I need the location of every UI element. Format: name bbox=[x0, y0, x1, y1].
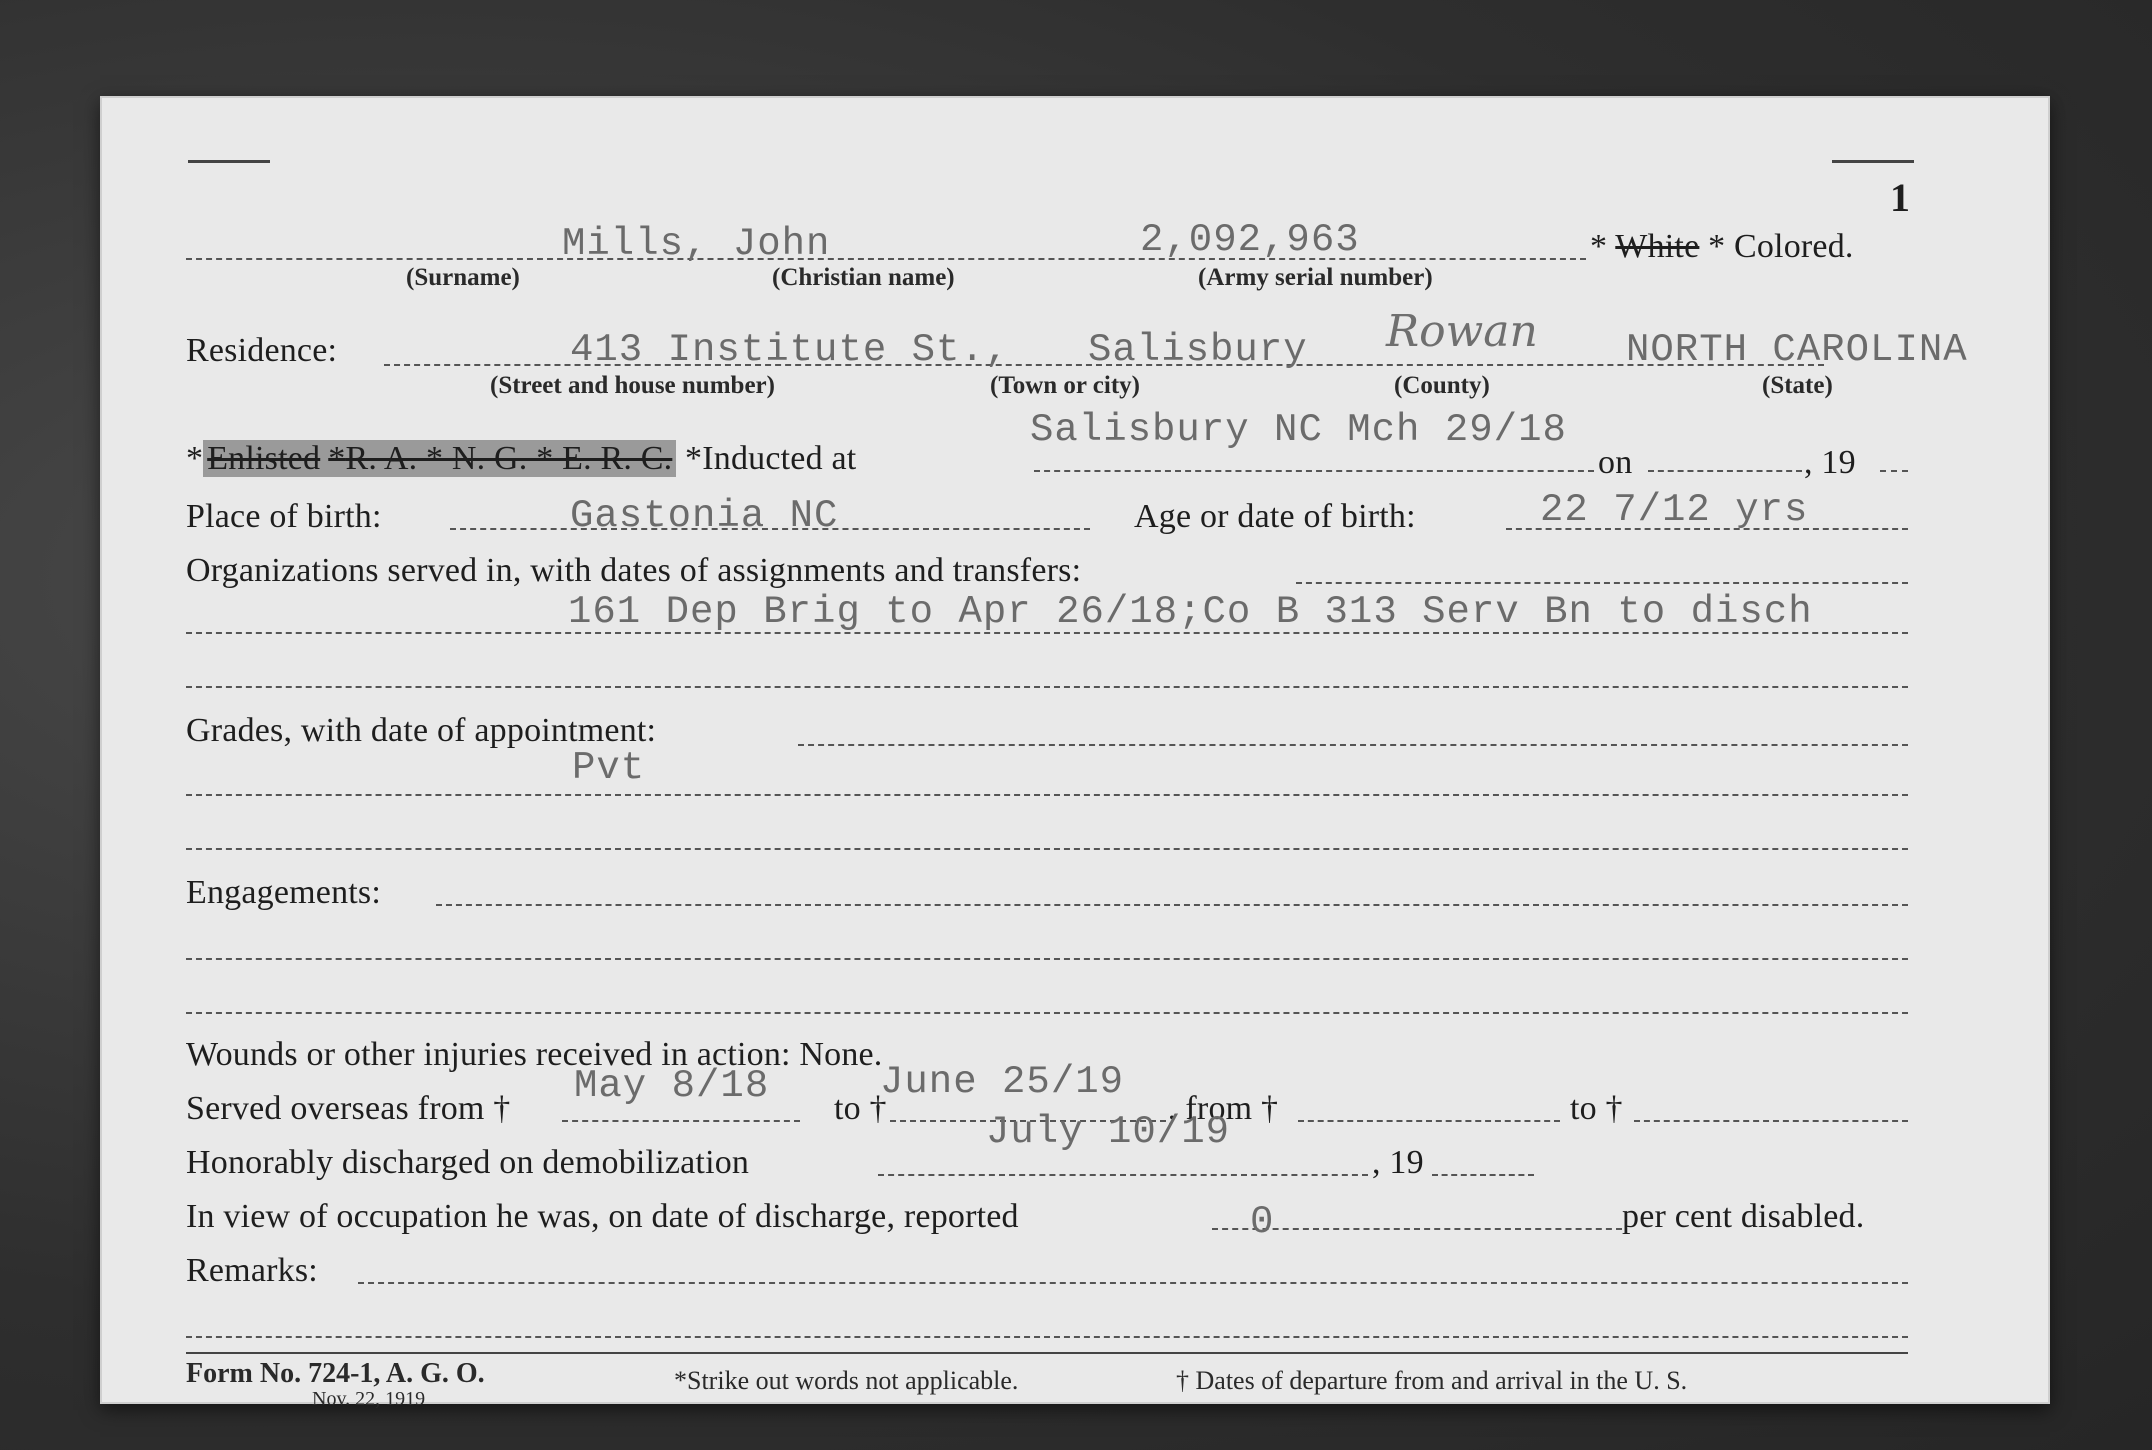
corner-mark-right bbox=[1832, 160, 1914, 163]
county-handwritten: Rowan bbox=[1386, 306, 1538, 357]
year-label: , 19 bbox=[1804, 444, 1856, 481]
enlistment-type: * Enlisted *R. A. * N. G. * E. R. C. *Inducted at bbox=[186, 440, 857, 477]
engagements-label: Engagements: bbox=[186, 874, 382, 911]
year-line bbox=[1880, 470, 1908, 472]
on-line bbox=[1648, 470, 1802, 472]
street-typed: 413 Institute St., bbox=[570, 328, 1010, 372]
caption-town: (Town or city) bbox=[990, 372, 1140, 399]
engagements-line-3 bbox=[186, 1012, 1908, 1014]
discharged-label: Honorably discharged on demobilization bbox=[186, 1144, 750, 1181]
grades-typed: Pvt bbox=[572, 746, 646, 790]
inducted-typed: Salisbury NC Mch 29/18 bbox=[1030, 408, 1567, 452]
orgs-line-1 bbox=[1296, 582, 1908, 584]
grades-line-3 bbox=[186, 848, 1908, 850]
grades-label: Grades, with date of appointment: bbox=[186, 712, 657, 749]
wounds-label: Wounds or other injuries received in action: None. bbox=[186, 1036, 883, 1073]
race-white: White bbox=[1615, 228, 1700, 265]
footer-rule bbox=[186, 1352, 1908, 1354]
overseas-to-typed: June 25/19 bbox=[880, 1060, 1125, 1104]
disabled-label: per cent disabled. bbox=[1622, 1198, 1865, 1235]
disabled-typed: 0 bbox=[1250, 1200, 1275, 1244]
name-typed: Mills, John bbox=[562, 222, 831, 266]
city-typed: Salisbury bbox=[1088, 328, 1308, 372]
pob-typed: Gastonia NC bbox=[570, 494, 839, 538]
caption-surname: (Surname) bbox=[406, 264, 520, 291]
organizations-typed: 161 Dep Brig to Apr 26/18;Co B 313 Serv Bn to disch bbox=[568, 590, 1813, 634]
ra-ng-erc-struck: *R. A. * N. G. * E. R. C. bbox=[324, 440, 676, 477]
remarks-line-1 bbox=[358, 1282, 1908, 1284]
remarks-label: Remarks: bbox=[186, 1252, 318, 1289]
on-label: on bbox=[1598, 444, 1633, 481]
service-record-card bbox=[100, 96, 2050, 1410]
overseas-from-typed: May 8/18 bbox=[574, 1064, 770, 1108]
age-typed: 22 7/12 yrs bbox=[1540, 488, 1809, 532]
to2-label: to † bbox=[1570, 1090, 1623, 1127]
engagements-line-2 bbox=[186, 958, 1908, 960]
strike-note: *Strike out words not applicable. bbox=[674, 1366, 1019, 1395]
from-label: , from † bbox=[1168, 1090, 1279, 1127]
engagements-line-1 bbox=[436, 904, 1908, 906]
place-of-birth-label: Place of birth: bbox=[186, 498, 382, 535]
caption-serial: (Army serial number) bbox=[1198, 264, 1433, 291]
overseas-label: Served overseas from † bbox=[186, 1090, 511, 1127]
name-line bbox=[186, 258, 1586, 260]
inducted-line bbox=[1034, 470, 1594, 472]
from2-line bbox=[1298, 1120, 1560, 1122]
state-typed: NORTH CAROLINA bbox=[1626, 328, 1968, 372]
inducted-label: Inducted at bbox=[702, 440, 857, 477]
year2-label: , 19 bbox=[1372, 1144, 1424, 1181]
caption-state: (State) bbox=[1762, 372, 1833, 399]
overseas-from-line bbox=[562, 1120, 800, 1122]
remarks-line-2 bbox=[186, 1336, 1908, 1338]
grades-line-2 bbox=[186, 794, 1908, 796]
serial-typed: 2,092,963 bbox=[1140, 218, 1360, 262]
year2-line bbox=[1432, 1174, 1534, 1176]
to2-line bbox=[1634, 1120, 1908, 1122]
to-label: to † bbox=[834, 1090, 887, 1127]
caption-county: (County) bbox=[1394, 372, 1490, 399]
enlisted-struck: Enlisted bbox=[203, 440, 324, 477]
card-number: 1 bbox=[1890, 175, 1911, 220]
form-number: Form No. 724-1, A. G. O. bbox=[186, 1358, 485, 1389]
discharged-line bbox=[878, 1174, 1368, 1176]
grades-line-1 bbox=[798, 744, 1908, 746]
residence-label: Residence: bbox=[186, 332, 338, 369]
race-field: * White * Colored. bbox=[1590, 228, 1854, 265]
occupation-label: In view of occupation he was, on date of discharge, reported bbox=[186, 1198, 1019, 1235]
caption-christian: (Christian name) bbox=[772, 264, 955, 291]
race-colored: Colored. bbox=[1733, 228, 1854, 265]
organizations-label: Organizations served in, with dates of assignments and transfers: bbox=[186, 552, 1082, 589]
form-date: Nov. 22, 1919 bbox=[312, 1388, 426, 1410]
caption-street: (Street and house number) bbox=[490, 372, 775, 399]
corner-mark-left bbox=[188, 160, 270, 163]
discharged-typed: July 10/19 bbox=[986, 1110, 1231, 1154]
dates-note: † Dates of departure from and arrival in the U. S. bbox=[1176, 1366, 1688, 1395]
orgs-line-3 bbox=[186, 686, 1908, 688]
age-label: Age or date of birth: bbox=[1134, 498, 1416, 535]
